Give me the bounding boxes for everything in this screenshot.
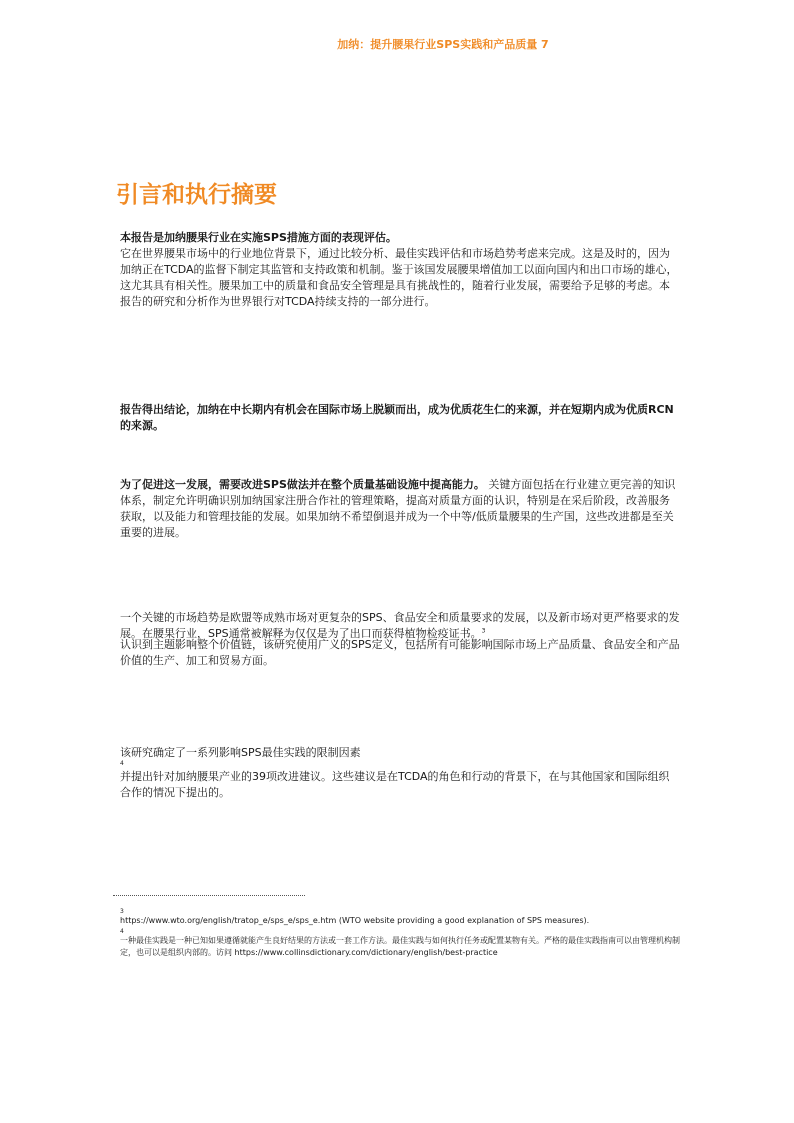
paragraph-constraints [120,745,680,801]
paragraph-market-trend [120,610,680,669]
section-title: 引言和执行摘要 [116,182,277,208]
paragraph-lead: 报告得出结论，加纳在中长期内有机会在国际市场上脱颖而出，成为优质花生仁的来源，并在短期内成为优质RCN的来源。 [120,403,674,432]
paragraph-improvements [120,477,680,541]
footnote-ref[interactable]: 4 [120,760,124,767]
running-header: 加纳：提升腰果行业SPS实践和产品质量 7 [337,38,549,51]
paragraph-body: 一个关键的市场趋势是欧盟等成熟市场对更复杂的SPS、食品安全和质量要求的发展，以及新市场对更严格要求的发展。在腰果行业，SPS通常被解释为仅仅是为了出口而获得植物检疫证书。 [120,611,680,640]
paragraph-conclusion [120,402,680,434]
paragraph-body: 并提出针对加纳腰果产业的39项改进建议。这些建议是在TCDA的角色和行动的背景下，在与其他国家和国际组织合作的情况下提出的。 [120,770,670,799]
footnote-text: 一种最佳实践是一种已知如果遵循就能产生良好结果的方法或一套工作方法。最佳实践与如何执行任务或配置某物有关。严格的最佳实践指南可以由管理机构制定，也可以是组织内部的。访问 https://www.collinsdictionary.com/dictionary/english/best-practice [120,936,680,957]
paragraph-body: 认识到主题影响整个价值链，该研究使用广义的SPS定义，包括所有可能影响国际市场上产品质量、食品安全和产品价值的生产、加工和贸易方面。 [120,638,680,667]
footnote-number: 3 [120,908,124,915]
paragraph-lead: 本报告是加纳腰果行业在实施SPS措施方面的表现评估。 [120,231,397,244]
paragraph-body: 该研究确定了一系列影响SPS最佳实践的限制因素 [120,746,361,759]
paragraph-scope [120,230,680,310]
footnote-4 [120,928,680,959]
footnote-separator [113,895,305,896]
paragraph-body: 关键方面包括在行业建立更完善的知识体系，制定允许明确识别加纳国家注册合作社的管理策略，提高对质量方面的认识，特别是在采后阶段，改善服务获取，以及能力和管理技能的发展。如果加纳不希望倒退并成为一个中等/低质量腰果的生产国，这些改进都是至关重要的进展。 [120,478,676,539]
footnotes [120,908,680,959]
paragraph-body: 它在世界腰果市场中的行业地位背景下，通过比较分析、最佳实践评估和市场趋势考虑来完成。这是及时的，因为加纳正在TCDA的监督下制定其监管和支持政策和机制。鉴于该国发展腰果增值加工以面向国内和出口市场的雄心，这尤其具有相关性。腰果加工中的质量和食品安全管理是具有挑战性的，随着行业发展，需要给予足够的考虑。本报告的研究和分析作为世界银行对TCDA持续支持的一部分进行。 [120,247,678,308]
footnote-3 [120,908,680,927]
paragraph-lead: 为了促进这一发展，需要改进SPS做法并在整个质量基础设施中提高能力。 [120,478,485,491]
footnote-ref[interactable]: 3 [481,627,486,635]
footnote-text: https://www.wto.org/english/tratop_e/sps_e/sps_e.htm (WTO website providing a good explanation of SPS measures). [120,916,590,925]
footnote-number: 4 [120,928,124,935]
